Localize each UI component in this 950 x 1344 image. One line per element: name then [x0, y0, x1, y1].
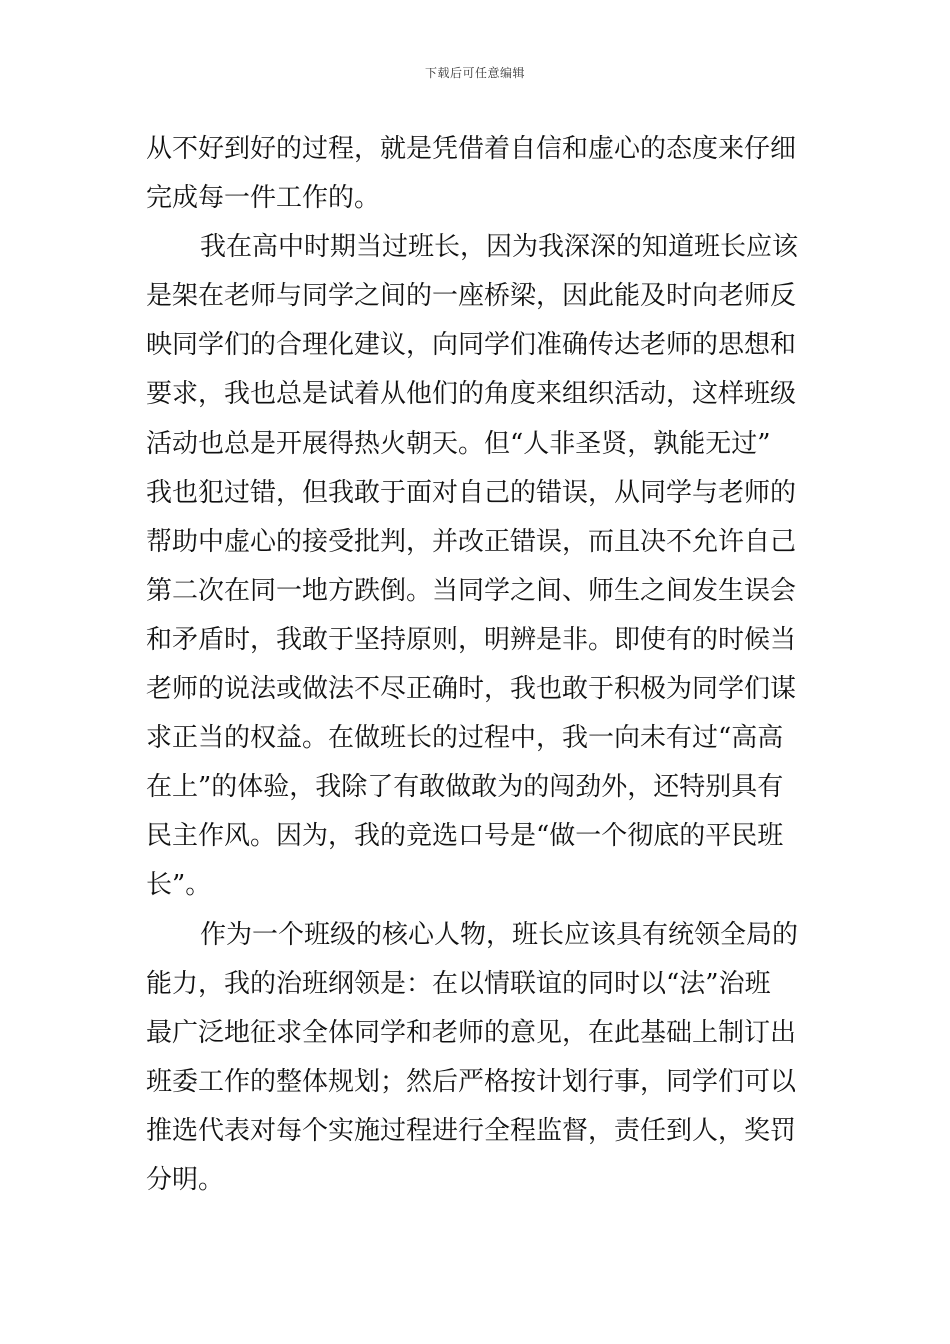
text-line: 活动也总是开展得热火朝天。但“人非圣贤，孰能无过”	[146, 428, 771, 459]
text-line: 帮助中虚心的接受批判，并改正错误，而且决不允许自己	[146, 526, 797, 557]
text-line: 完成每一件工作的。	[146, 183, 381, 214]
text-line: 老师的说法或做法不尽正确时，我也敢于积极为同学们谋	[146, 674, 797, 705]
text-line: 最广泛地征求全体同学和老师的意见，在此基础上制订出	[146, 1017, 797, 1048]
text-line: 长”。	[146, 870, 212, 901]
text-line: 求正当的权益。在做班长的过程中，我一向未有过“高高	[146, 723, 784, 754]
text-line: 班委工作的整体规划；然后严格按计划行事，同学们可以	[146, 1066, 797, 1097]
text-line: 从不好到好的过程，就是凭借着自信和虚心的态度来仔细	[146, 134, 797, 164]
paragraph-start-line: 我在高中时期当过班长，因为我深深的知道班长应该	[200, 232, 799, 263]
text-line: 是架在老师与同学之间的一座桥梁，因此能及时向老师反	[146, 281, 797, 312]
text-line: 能力，我的治班纲领是：在以情联谊的同时以“法”治班	[146, 968, 771, 999]
text-line: 民主作风。因为，我的竞选口号是“做一个彻底的平民班	[146, 821, 784, 852]
text-line: 推选代表对每个实施过程进行全程监督，责任到人，奖罚	[146, 1115, 797, 1146]
text-line: 分明。	[146, 1164, 225, 1195]
page-header: 下载后可任意编辑	[424, 66, 525, 80]
text-line: 要求，我也总是试着从他们的角度来组织活动，这样班级	[146, 379, 797, 410]
paragraph-start-line: 作为一个班级的核心人物，班长应该具有统领全局的	[200, 919, 799, 950]
text-line: 映同学们的合理化建议，向同学们准确传达老师的思想和	[146, 330, 797, 361]
text-line: 第二次在同一地方跌倒。当同学之间、师生之间发生误会	[146, 575, 797, 606]
body-text	[146, 125, 806, 1205]
text-line: 我也犯过错，但我敢于面对自己的错误，从同学与老师的	[146, 477, 797, 508]
text-line: 和矛盾时，我敢于坚持原则，明辨是非。即使有的时候当	[146, 624, 797, 655]
text-line: 在上”的体验，我除了有敢做敢为的闯劲外，还特别具有	[146, 772, 784, 803]
